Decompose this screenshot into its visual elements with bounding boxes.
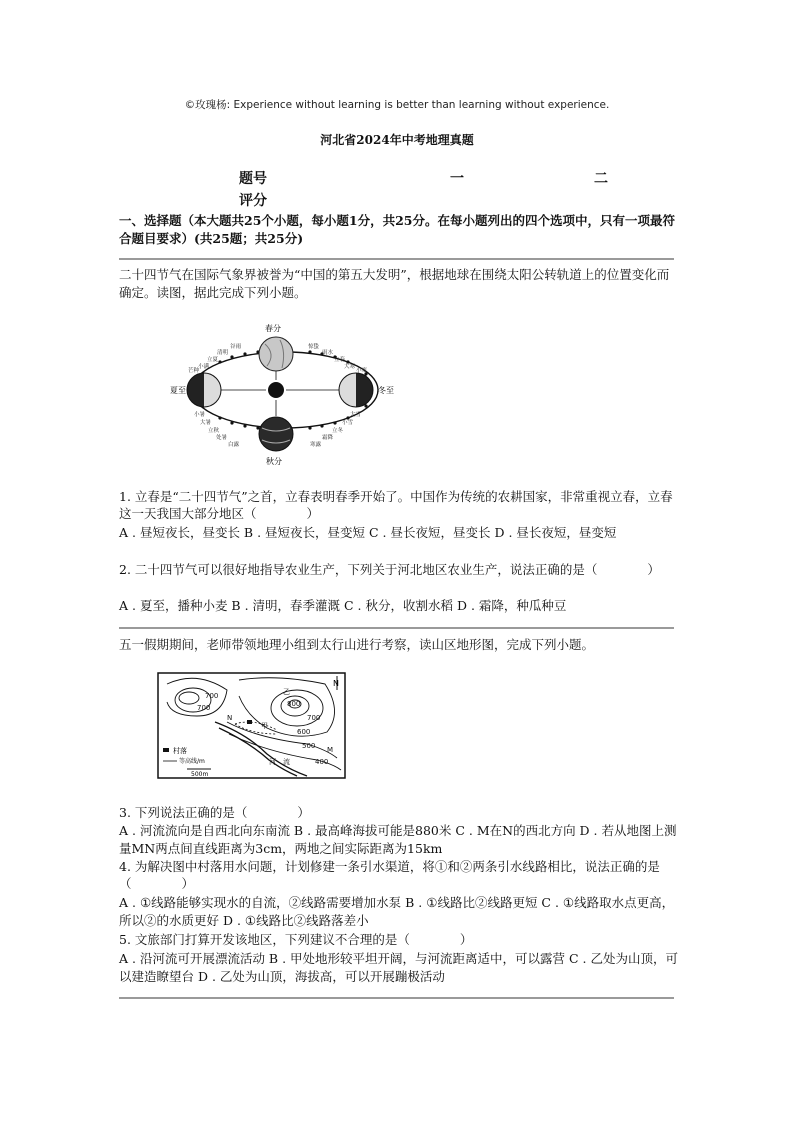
question-2-stem: 2. 二十四节气可以很好地指导农业生产，下列关于河北地区农业生产，说法正确的是（ ） bbox=[119, 562, 660, 577]
svg-text:大寒: 大寒 bbox=[344, 364, 356, 370]
earth-winter-solstice-icon bbox=[339, 373, 373, 407]
svg-text:500m: 500m bbox=[191, 771, 209, 778]
question-1-options: A . 昼短夜长，昼变长 B . 昼短夜长，昼变短 C . 昼长夜短，昼变长 D . 昼长夜短，昼变短 bbox=[119, 525, 617, 540]
map-label-m: M bbox=[327, 746, 334, 754]
svg-text:立春: 立春 bbox=[334, 357, 346, 363]
section-one-heading: 一、选择题（本大题共25个小题，每小题1分，共25分。在每小题列出的四个选项中，只有一项最符合题目要求）(共25题；共25分) bbox=[119, 213, 675, 246]
group1-intro: 二十四节气在国际气象界被誉为“中国的第五大发明”，根据地球在围绕太阳公转轨道上的位置变化而确定。读图，据此完成下列小题。 bbox=[119, 267, 670, 300]
svg-text:700: 700 bbox=[197, 704, 211, 712]
svg-text:小雪: 小雪 bbox=[342, 420, 354, 426]
svg-text:小寒: 小寒 bbox=[356, 368, 368, 374]
terms-top-right bbox=[308, 342, 368, 374]
label-winter: 冬至 bbox=[378, 386, 394, 395]
svg-text:700: 700 bbox=[205, 692, 219, 700]
svg-text:立冬: 立冬 bbox=[332, 428, 344, 434]
svg-text:白露: 白露 bbox=[228, 442, 240, 448]
map-label-n: N bbox=[227, 714, 233, 722]
svg-text:谷雨: 谷雨 bbox=[230, 344, 242, 350]
question-5-stem: 5. 文旅部门打算开发该地区，下列建议不合理的是（ ） bbox=[119, 932, 473, 947]
document-title: 河北省2024年中考地理真题 bbox=[320, 133, 474, 147]
svg-text:芒种: 芒种 bbox=[188, 368, 200, 374]
svg-text:500: 500 bbox=[302, 742, 316, 750]
svg-text:小满: 小满 bbox=[198, 364, 210, 370]
svg-text:小暑: 小暑 bbox=[194, 412, 206, 418]
svg-text:800: 800 bbox=[287, 700, 301, 708]
score-table-col2: 二 bbox=[594, 171, 608, 187]
question-1-stem: 1. 立春是“二十四节气”之首，立春表明春季开始了。中国作为传统的农耕国家，非常重视立春，立春这一天我国大部分地区（ ） bbox=[119, 489, 673, 521]
question-5-options: A . 沿河流可开展漂流活动 B . 甲处地形较平坦开阔，与河流距离适中，可以露营 C . 乙处为山顶，可以建造瞭望台 D . 乙处为山顶，海拔高，可以开展蹦极活动 bbox=[119, 951, 678, 984]
header-note: ©玫瑰杨: Experience without learning is better than learning without experience. bbox=[184, 99, 610, 111]
sun-icon bbox=[268, 382, 284, 398]
map-label-jia: 甲 bbox=[261, 722, 268, 730]
svg-text:700: 700 bbox=[307, 714, 321, 722]
label-summer: 夏至 bbox=[170, 386, 186, 395]
score-table-row2-label: 评分 bbox=[239, 193, 267, 209]
svg-text:N: N bbox=[333, 679, 339, 688]
earth-spring-equinox-icon bbox=[259, 337, 293, 371]
label-spring: 春分 bbox=[265, 324, 281, 333]
question-4-stem: 4. 为解决图中村落用水问题，计划修建一条引水渠道，将①和②两条引水线路相比，说法正确的是（ ） bbox=[119, 859, 660, 891]
solar-terms-orbit-diagram bbox=[170, 322, 410, 472]
svg-text:立夏: 立夏 bbox=[207, 357, 219, 363]
question-4-options: A . ①线路能够实现水的自流，②线路需要增加水泵 B . ①线路比②线路更短 C . ①线路取水点更高，所以②的水质更好 D . ①线路比②线路落差小 bbox=[119, 895, 675, 928]
svg-text:雨水: 雨水 bbox=[322, 350, 334, 356]
question-2-options: A . 夏至，播种小麦 B . 清明，春季灌溉 C . 秋分，收割水稻 D . 霜降，种瓜种豆 bbox=[119, 598, 567, 613]
score-table-col1: 一 bbox=[450, 171, 464, 187]
divider bbox=[119, 997, 674, 999]
svg-text:大雪: 大雪 bbox=[350, 412, 362, 418]
village-icon bbox=[247, 720, 252, 724]
svg-text:600: 600 bbox=[297, 728, 311, 736]
svg-text:惊蛰: 惊蛰 bbox=[308, 344, 320, 350]
earth-summer-solstice-icon bbox=[187, 373, 221, 407]
divider bbox=[119, 627, 674, 629]
group2-intro: 五一假期期间，老师带领地理小组到太行山进行考察，读山区地形图，完成下列小题。 bbox=[119, 637, 595, 652]
question-3-stem: 3. 下列说法正确的是（ ） bbox=[119, 805, 310, 820]
north-arrow-icon bbox=[333, 676, 339, 690]
svg-text:大暑: 大暑 bbox=[200, 420, 212, 426]
label-autumn: 秋分 bbox=[266, 457, 282, 466]
map-label-yi: 乙 bbox=[283, 688, 290, 696]
question-3-options: A . 河流流向是自西北向东南流 B . 最高峰海拔可能是880米 C . M在N的西北方向 D . 若从地图上测量MN两点间直线距离为3cm，两地之间实际距离为15km bbox=[119, 823, 677, 856]
score-table-row1-label: 题号 bbox=[239, 171, 267, 187]
divider bbox=[119, 258, 674, 260]
map-label-river: 河 流 bbox=[269, 758, 290, 766]
svg-text:400: 400 bbox=[315, 758, 329, 766]
svg-text:等高线/m: 等高线/m bbox=[179, 758, 205, 765]
svg-text:处暑: 处暑 bbox=[216, 435, 228, 441]
svg-text:清明: 清明 bbox=[217, 350, 229, 356]
svg-text:村落: 村落 bbox=[173, 747, 187, 755]
topographic-map bbox=[157, 672, 347, 780]
svg-text:霜降: 霜降 bbox=[322, 435, 334, 441]
svg-text:寒露: 寒露 bbox=[310, 442, 322, 448]
terms-bottom-right bbox=[310, 410, 362, 448]
earth-autumn-equinox-icon bbox=[259, 417, 293, 451]
svg-text:立秋: 立秋 bbox=[208, 428, 220, 434]
